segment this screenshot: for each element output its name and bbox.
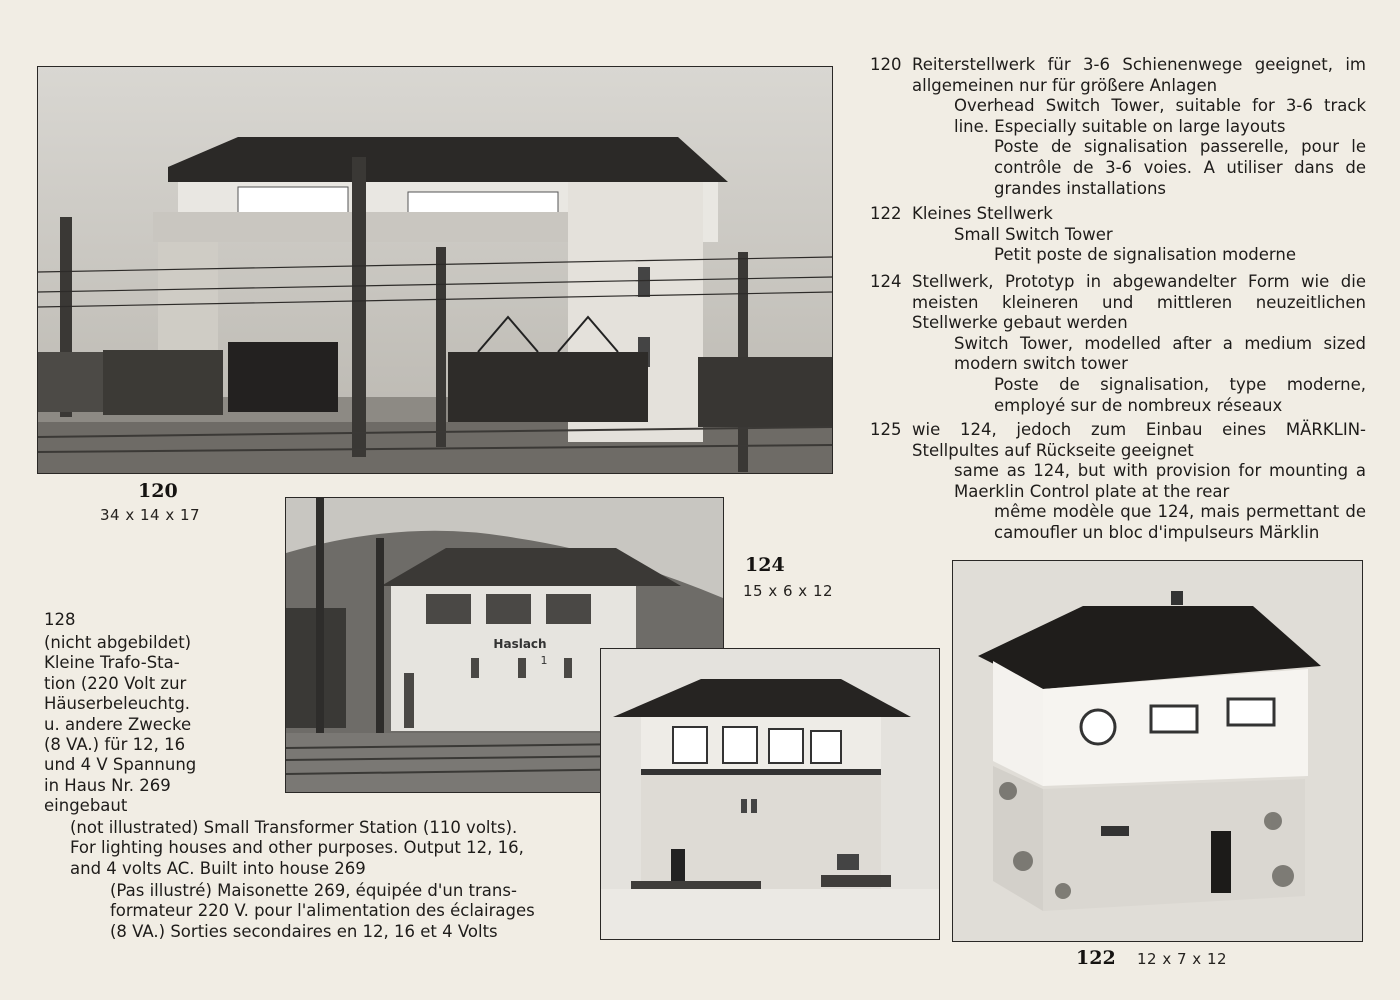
item-125-number: 125: [870, 420, 902, 439]
caption-120-dimensions: 34 x 14 x 17: [100, 506, 201, 524]
item-128-german-line: und 4 V Spannung: [44, 755, 197, 775]
item-120-german: Reiterstellwerk für 3-6 Schienenwege geeignet, im allgemeinen nur für größere Anlagen: [912, 55, 1366, 95]
item-124-french: Poste de signalisation, type moderne, employé sur de nombreux réseaux: [994, 374, 1366, 415]
caption-124-dimensions: 15 x 6 x 12: [743, 582, 834, 600]
item-122-french: Petit poste de signalisation moderne: [994, 245, 1297, 265]
item-128-english-line: and 4 volts AC. Built into house 269: [70, 858, 366, 878]
haslach-sign-number: 1: [540, 654, 548, 667]
item-128-english-line: (not illustrated) Small Transformer Station (110 volts).: [70, 818, 518, 837]
item-120-description: [870, 55, 1366, 199]
item-124-english: Switch Tower, modelled after a medium sized modern switch tower: [954, 333, 1366, 374]
item-120-french: Poste de signalisation passerelle, pour le contrôle de 3-6 voies. A utiliser dans de grandes installations: [994, 137, 1366, 198]
item-128-german-line: tion (220 Volt zur: [44, 673, 187, 693]
item-128-french-line: (8 VA.) Sorties secondaires en 12, 16 et 4 Volts: [110, 921, 498, 941]
photo-120-overhead-switch-tower: [37, 66, 833, 474]
item-125-french: même modèle que 124, mais permettant de camoufler un bloc d'impulseurs Märklin: [994, 502, 1366, 542]
photo-120-image: [38, 67, 832, 473]
item-128-german-line: (nicht abgebildet): [44, 633, 192, 652]
item-128-german-line: (8 VA.) für 12, 16: [44, 735, 186, 755]
item-122-description: [870, 204, 1366, 266]
item-128-french: [110, 881, 590, 942]
item-125-description: [870, 420, 1366, 544]
caption-124-number: 124: [745, 554, 785, 576]
item-128-german-line: in Haus Nr. 269: [44, 775, 171, 795]
caption-122-dimensions: 12 x 7 x 12: [1137, 950, 1228, 968]
item-128-german: [44, 633, 224, 817]
item-125-german: wie 124, jedoch zum Einbau eines MÄRKLIN-Stellpultes auf Rückseite geeignet: [912, 420, 1366, 460]
item-128-german-line: Häuserbeleuchtg.: [44, 694, 191, 714]
item-128-french-line: formateur 220 V. pour l'alimentation des éclairages: [110, 901, 535, 921]
item-120-english: Overhead Switch Tower, suitable for 3-6 track line. Especially suitable on large layouts: [954, 96, 1366, 136]
caption-122-number: 122: [1076, 947, 1116, 969]
item-120-number: 120: [870, 55, 902, 74]
item-122-german: Kleines Stellwerk: [912, 204, 1053, 223]
item-122-number: 122: [870, 204, 902, 223]
item-128-french-line: (Pas illustré) Maisonette 269, équipée d'un trans-: [110, 881, 517, 900]
item-128-german-line: u. andere Zwecke: [44, 714, 192, 734]
item-128-german-line: eingebaut: [44, 796, 128, 816]
item-122-english: Small Switch Tower: [954, 224, 1113, 244]
photo-124-model: [600, 648, 940, 940]
item-124-number: 124: [870, 272, 902, 291]
item-124-description: [870, 272, 1366, 416]
photo-122-model-image: [953, 561, 1362, 941]
haslach-sign: Haslach: [493, 637, 547, 651]
item-125-english: same as 124, but with provision for mounting a Maerklin Control plate at the rear: [954, 461, 1366, 501]
item-128-german-line: Kleine Trafo-Sta-: [44, 653, 180, 673]
item-128-english-line: For lighting houses and other purposes. Output 12, 16,: [70, 838, 524, 858]
item-128-english: [70, 818, 590, 879]
photo-124-model-image: [601, 649, 939, 939]
item-124-german: Stellwerk, Prototyp in abgewandelter Form wie die meisten kleineren und mittleren neuzeitlichen Stellwerke gebaut werden: [912, 272, 1366, 333]
caption-120-number: 120: [138, 480, 178, 502]
item-128-number: 128: [44, 610, 76, 629]
photo-122-model: [952, 560, 1363, 942]
